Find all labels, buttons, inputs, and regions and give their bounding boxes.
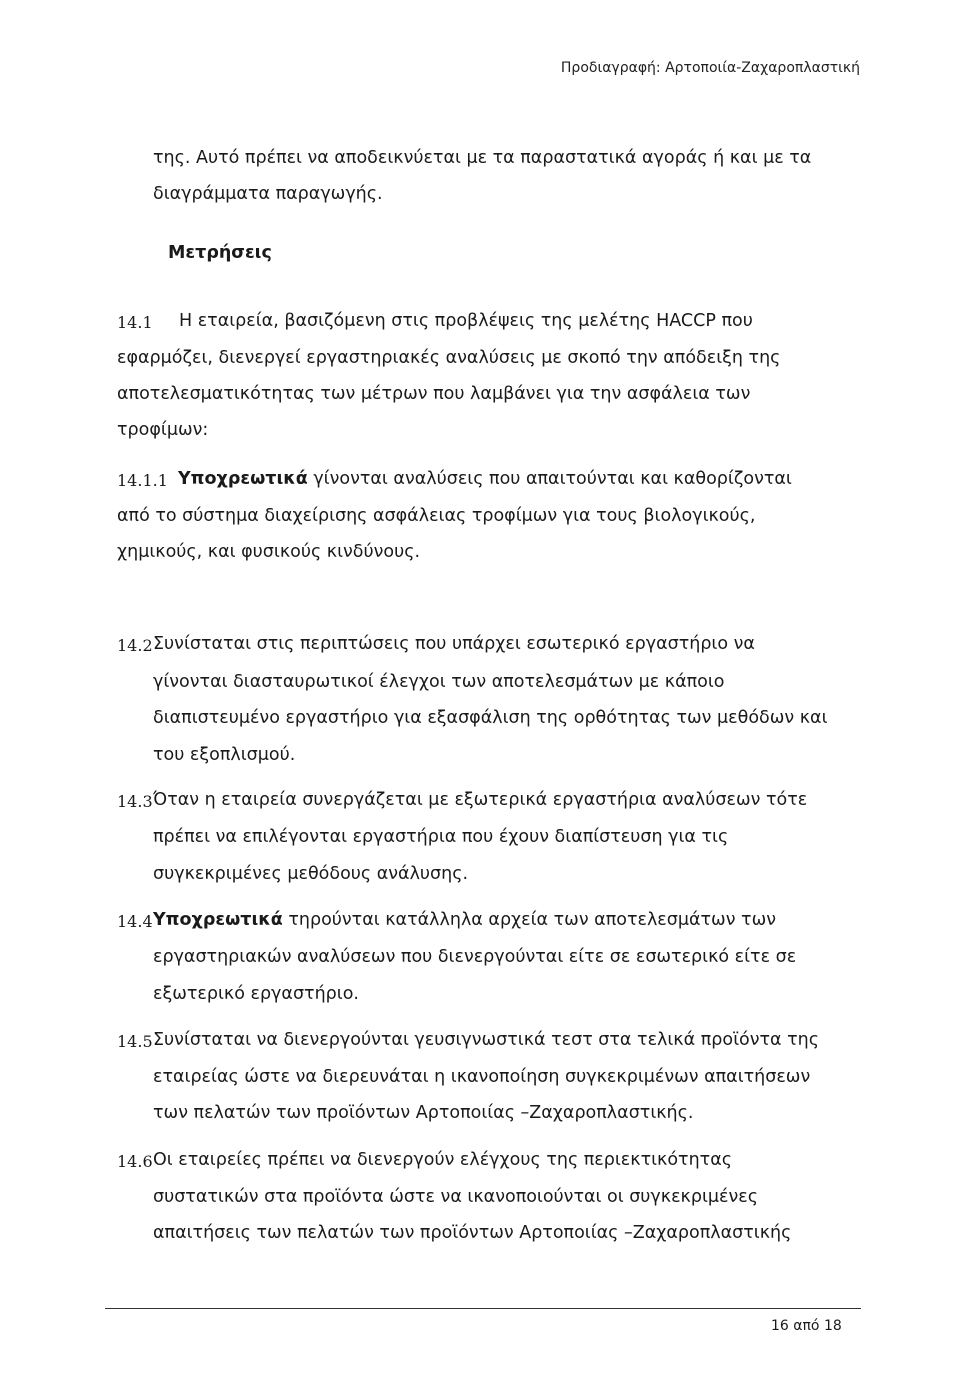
continuation-line-2: διαγράμματα παραγωγής. (153, 184, 383, 204)
section-number-14-4: 14.4 (117, 912, 153, 931)
text-line: Συνίσταται να διενεργούνται γευσιγνωστικά τεστ στα τελικά προϊόντα της (153, 1030, 820, 1050)
s1411-line-1 (178, 467, 861, 491)
text-line: πρέπει να επιλέγονται εργαστήρια που έχουν διαπίστευση για τις (153, 827, 729, 847)
continuation-line-1 (153, 146, 861, 170)
section-number-14-5: 14.5 (117, 1032, 153, 1051)
s145-line-1 (153, 1028, 861, 1052)
text-line: αποτελεσματικότητας των μέτρων που λαμβάνει για την ασφάλεια των (117, 384, 751, 404)
page-header-title: Προδιαγραφή: Αρτοποιία-Ζαχαροπλαστική (560, 60, 860, 76)
section-heading: Μετρήσεις (168, 243, 272, 263)
text-line: Συνίσταται στις περιπτώσεις που υπάρχει εσωτερικό εργαστήριο να (153, 634, 755, 654)
s142-line-4: του εξοπλισμού. (153, 745, 296, 765)
text-line: τηρούνται κατάλληλα αρχεία των αποτελεσμάτων των (288, 910, 777, 930)
s143-line-3: συγκεκριμένες μεθόδους ανάλυσης. (153, 864, 469, 884)
text-line: γίνονται διασταυρωτικοί έλεγχοι των αποτελεσμάτων με κάποιο (153, 672, 725, 692)
page-number: 16 από 18 (771, 1318, 842, 1334)
s144-line-2 (153, 945, 861, 969)
text-line: απαιτήσεις των πελατών των προϊόντων Αρτοποιίας –Ζαχαροπλαστικής (153, 1223, 792, 1243)
s142-line-1 (153, 632, 861, 656)
s144-line-3: εξωτερικό εργαστήριο. (153, 984, 359, 1004)
text-line: συστατικών στα προϊόντα ώστε να ικανοποιούνται οι συγκεκριμένες (153, 1187, 758, 1207)
section-number-14-6: 14.6 (117, 1152, 153, 1171)
s143-line-2 (153, 825, 861, 849)
s144-line-1 (153, 908, 861, 932)
s145-line-2 (153, 1065, 861, 1089)
section-number-14-1: 14.1 (117, 313, 153, 332)
text-line: Όταν η εταιρεία συνεργάζεται με εξωτερικά εργαστήρια αναλύσεων τότε (153, 790, 808, 810)
s145-line-3: των πελατών των προϊόντων Αρτοποιίας –Ζαχαροπλαστικής. (153, 1103, 694, 1123)
section-number-14-3: 14.3 (117, 792, 153, 811)
text-line: από το σύστημα διαχείρισης ασφάλειας τροφίμων για τους βιολογικούς, (117, 506, 756, 526)
section-number-14-1-1: 14.1.1 (117, 471, 168, 490)
text-line: εταιρείας ώστε να διερευνάται η ικανοποίηση συγκεκριμένων απαιτήσεων (153, 1067, 811, 1087)
s142-line-2 (153, 670, 861, 694)
s146-line-2 (153, 1185, 861, 1209)
s141-line-2 (117, 346, 861, 370)
s146-line-1 (153, 1148, 861, 1172)
s143-line-1 (153, 788, 861, 812)
text-line: διαπιστευμένο εργαστήριο για εξασφάλιση της ορθότητας των μεθόδων και (153, 708, 828, 728)
s141-line-4: τροφίμων: (117, 420, 209, 440)
footer-divider (105, 1308, 861, 1309)
s146-line-3 (153, 1221, 861, 1245)
text-line: εργαστηριακών αναλύσεων που διενεργούνται είτε σε εσωτερικό είτε σε (153, 947, 797, 967)
text-line: της. Αυτό πρέπει να αποδεικνύεται με τα παραστατικά αγοράς ή και με τα (153, 148, 812, 168)
text-line: γίνονται αναλύσεις που απαιτούνται και καθορίζονται (313, 469, 792, 489)
s1411-line-2 (117, 504, 861, 528)
text-line: Η εταιρεία, βασιζόμενη στις προβλέψεις της μελέτης HACCP που (179, 311, 753, 331)
s141-line-1 (179, 309, 861, 333)
text-line: εφαρμόζει, διενεργεί εργαστηριακές αναλύσεις με σκοπό την απόδειξη της (117, 348, 781, 368)
s141-line-3 (117, 382, 861, 406)
emphasis-text: Υποχρεωτικά (178, 469, 308, 489)
s142-line-3 (153, 706, 861, 730)
section-number-14-2: 14.2 (117, 636, 153, 655)
emphasis-text: Υποχρεωτικά (153, 910, 283, 930)
text-line: Οι εταιρείες πρέπει να διενεργούν ελέγχους της περιεκτικότητας (153, 1150, 733, 1170)
s1411-line-3: χημικούς, και φυσικούς κινδύνους. (117, 542, 421, 562)
